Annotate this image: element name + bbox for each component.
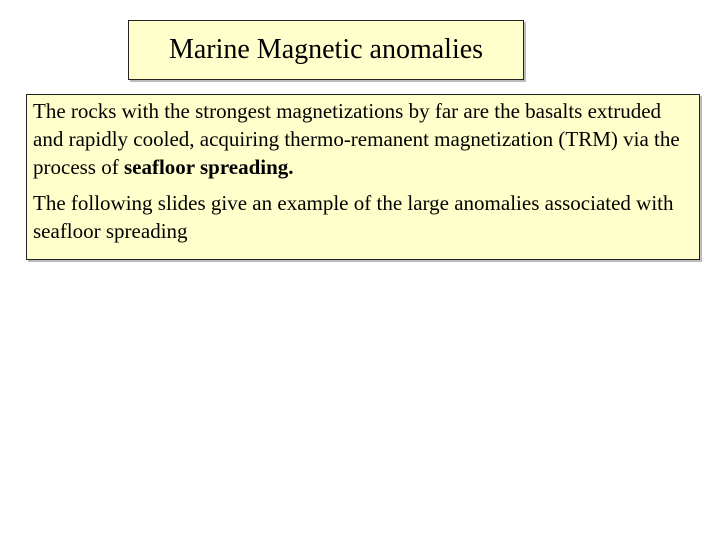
slide-title-box [128,20,524,80]
paragraph-1-text: The rocks with the strongest magnetizations by far are the basalts extruded and rapidly cooled, acquiring thermo-remanent magnetization (TRM) via the process of [33,99,680,179]
slide-body-box [26,94,700,260]
paragraph-2-text: The following slides give an example of the large anomalies associated with seafloor spreading [33,191,674,243]
paragraph-1-bold-term: seafloor spreading. [123,155,294,179]
slide-title: Marine Magnetic anomalies [168,34,484,65]
paragraph-2 [33,189,693,245]
paragraph-1 [33,97,693,181]
